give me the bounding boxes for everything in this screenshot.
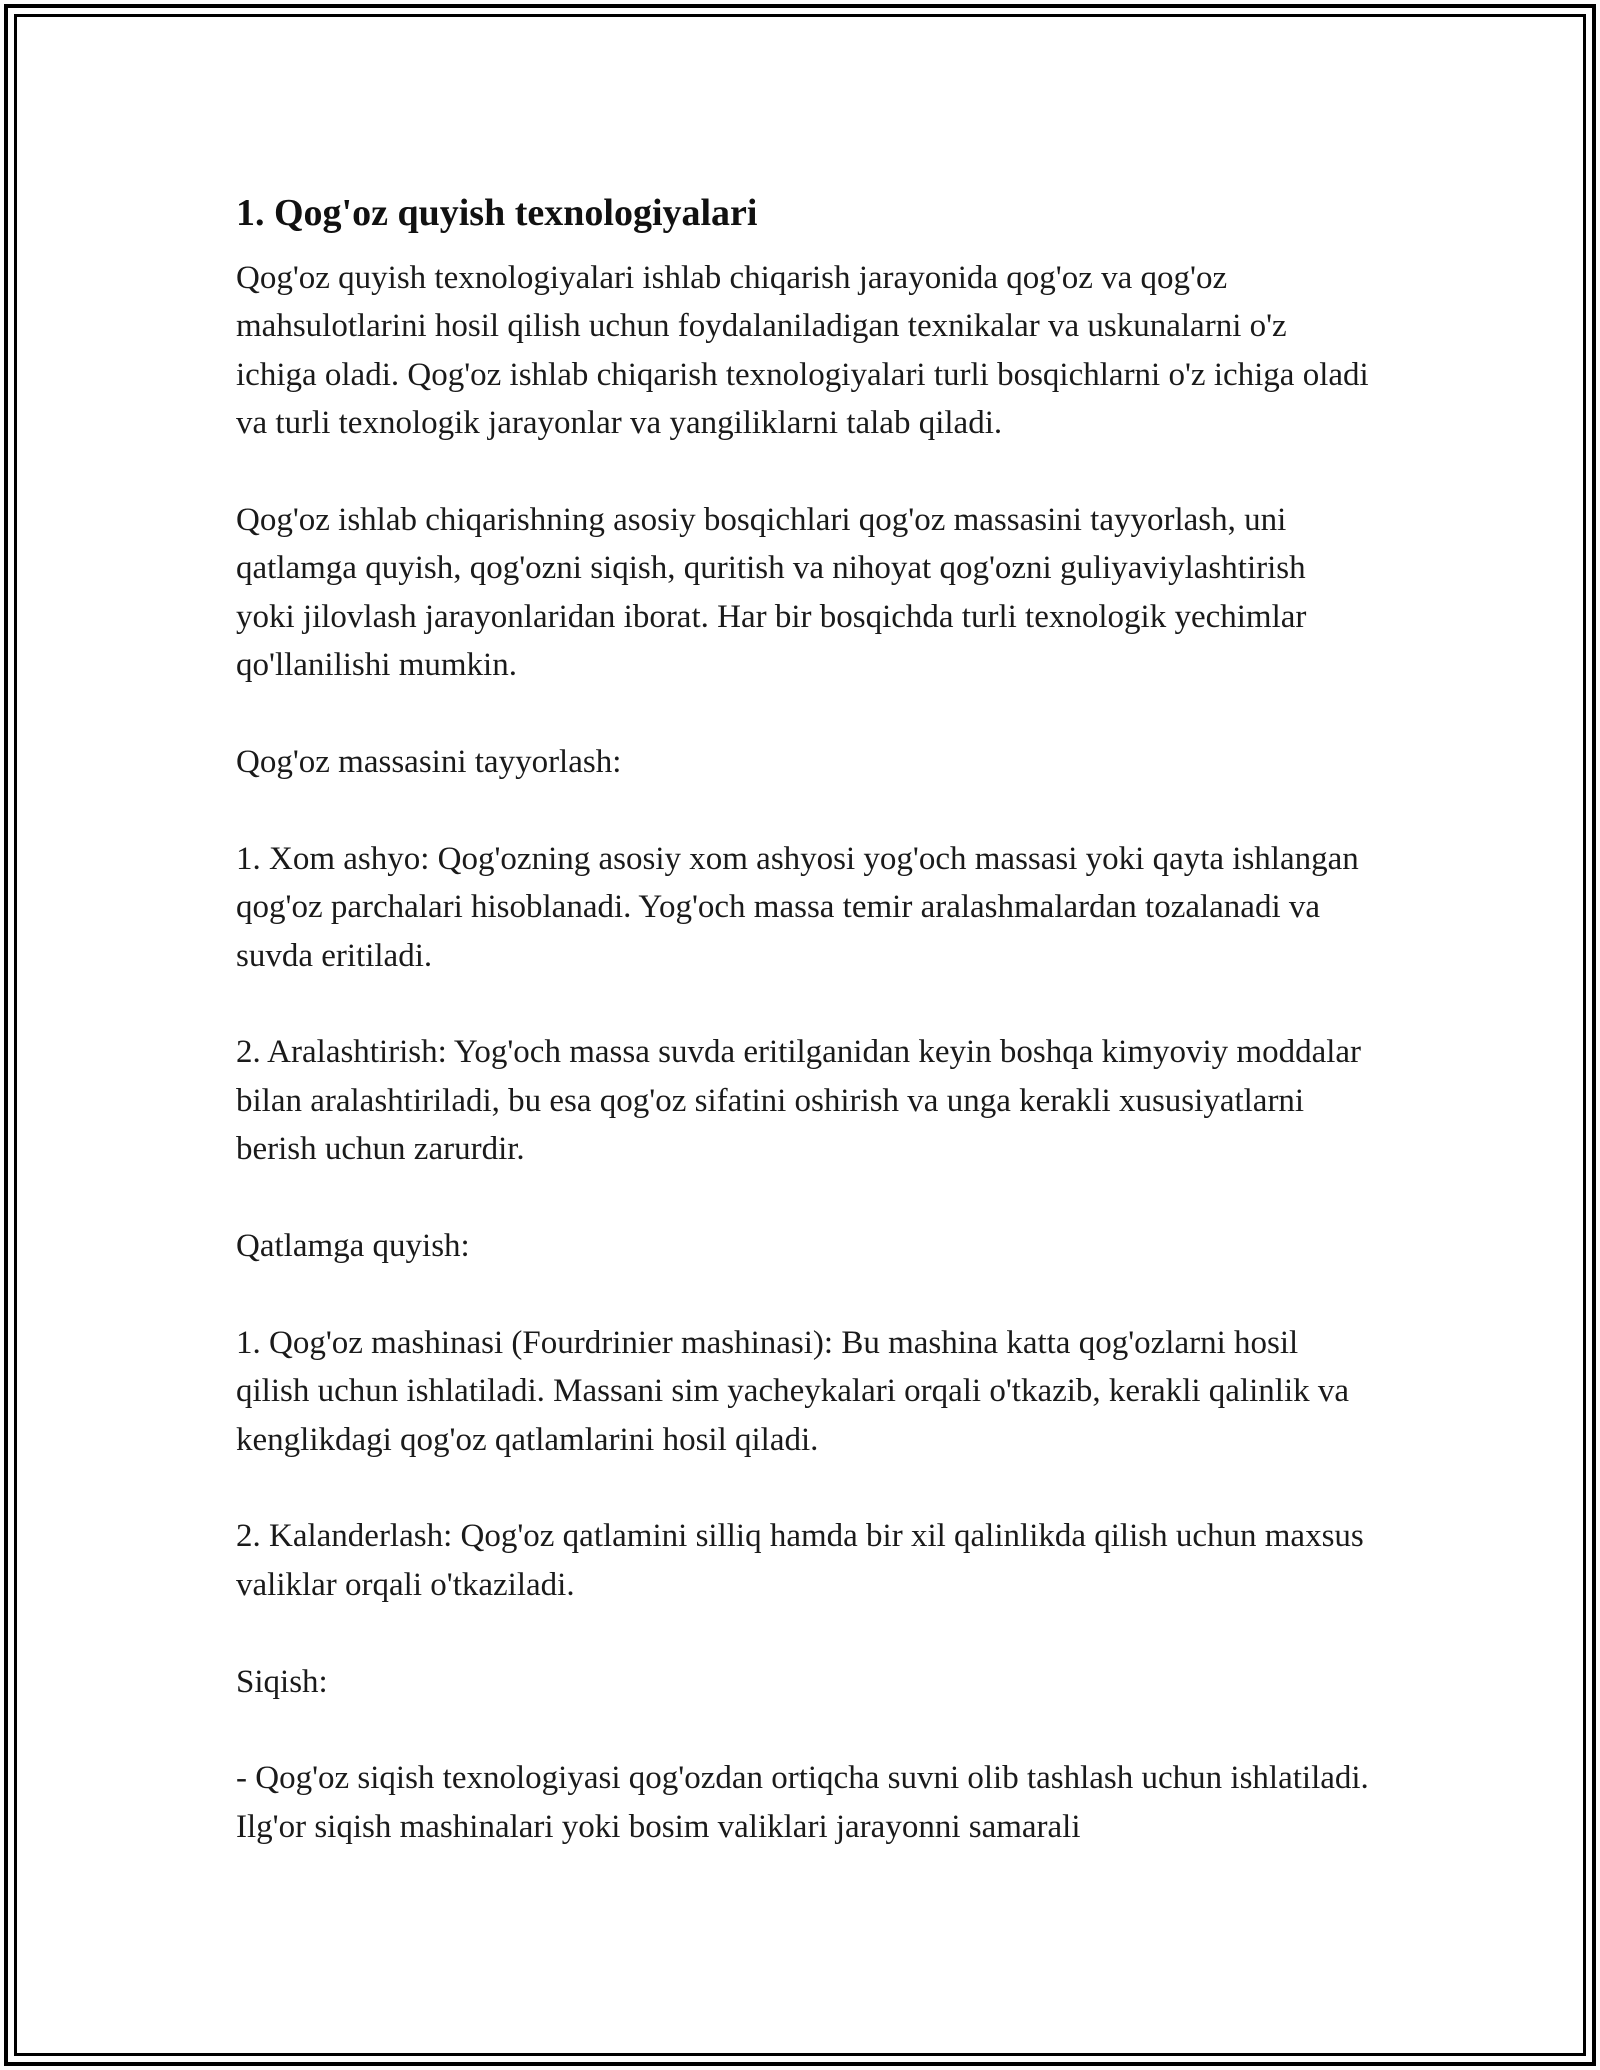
list-item-paper-machine: 1. Qog'oz mashinasi (Fourdrinier mashinasi): Bu mashina katta qog'ozlarni hosil qilish uchun ishlatiladi. Massani sim yacheykalari orqali o'tkazib, kerakli qalinlik va kenglikdagi qog'oz qatlamlarini hosil qiladi. xyxy=(236,1324,1350,1458)
intro-paragraph: Qog'oz quyish texnologiyalari ishlab chiqarish jarayonida qog'oz va qog'oz mahsulotlarini hosil qilish uchun foydalaniladigan texnikalar va uskunalarni o'z ichiga oladi. Qog'oz ishlab chiqarish texnologiyalari turli bosqichlarni o'z ichiga oladi va turli texnologik jarayonlar va yangiliklarni talab qiladi. xyxy=(236,260,1369,442)
subheading-pressing: Siqish: xyxy=(236,1663,328,1700)
list-item-pressing: - Qog'oz siqish texnologiyasi qog'ozdan ortiqcha suvni olib tashlash uchun ishlatiladi. Ilg'or siqish mashinalari yoki bosim valiklari jarayonni samarali xyxy=(236,1760,1369,1845)
stages-paragraph: Qog'oz ishlab chiqarishning asosiy bosqichlari qog'oz massasini tayyorlash, uni qatlamga quyish, qog'ozni siqish, quritish va nihoyat qog'ozni guliyaviylashtirish yoki jilovlash jarayonlaridan iborat. Har bir bosqichda turli texnologik yechimlar qo'llanilishi mumkin. xyxy=(236,502,1307,684)
section-heading: 1. Qog'oz quyish texnologiyalari xyxy=(236,192,758,234)
document-body xyxy=(236,188,1371,1851)
subheading-layer-forming: Qatlamga quyish: xyxy=(236,1228,470,1265)
list-item-calendering: 2. Kalanderlash: Qog'oz qatlamini silliq hamda bir xil qalinlikda qilish uchun maxsus valiklar orqali o'tkaziladi. xyxy=(236,1518,1364,1603)
list-item-raw-material: 1. Xom ashyo: Qog'ozning asosiy xom ashyosi yog'och massasi yoki qayta ishlangan qog'oz parchalari hisoblanadi. Yog'och massa temir aralashmalardan tozalanadi va suvda eritiladi. xyxy=(236,840,1359,974)
subheading-pulp-preparation: Qog'oz massasini tayyorlash: xyxy=(236,744,622,781)
list-item-mixing: 2. Aralashtirish: Yog'och massa suvda eritilganidan keyin boshqa kimyoviy moddalar bilan aralashtiriladi, bu esa qog'oz sifatini oshirish va unga kerakli xususiyatlarni berish uchun zarurdir. xyxy=(236,1034,1362,1168)
